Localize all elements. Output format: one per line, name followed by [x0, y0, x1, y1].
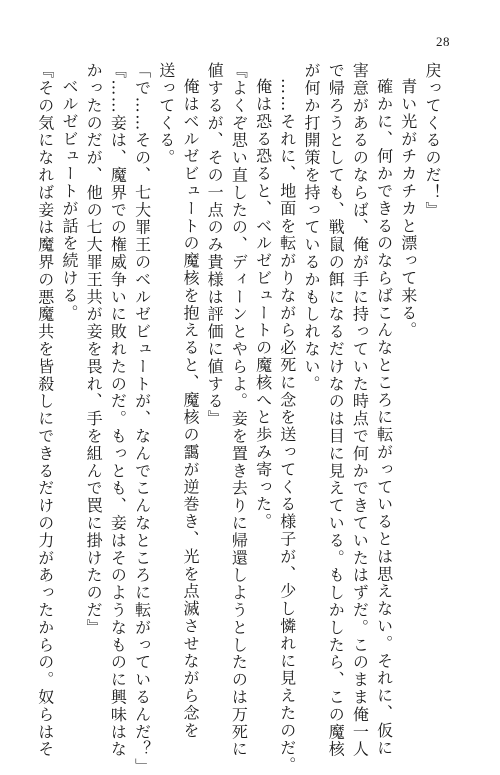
text-line: が何か打開策を持っているかもしれない。 [301, 62, 321, 393]
text-line: 送ってくる。 [156, 62, 176, 167]
text-line: 戻ってくるのだ！』 [423, 62, 442, 219]
text-line: 確かに、何かできるのならばこんなところに転がっているとは思えない。それに、仮に [374, 78, 394, 757]
text-line: ベルゼビュートが話を続ける。 [59, 78, 79, 322]
novel-text-body [35, 62, 444, 775]
text-line: 青い光がチカチカと漂って来る。 [398, 78, 418, 339]
text-line: 値するが、その一点のみ貴様は評価に値する』 [205, 62, 225, 428]
text-line: 害意があるのならば、俺が手に持っていた時点で何かできていたはずだ。このまま俺一人 [350, 62, 370, 758]
text-line: で帰ろうとしても、戦鼠の餌になるだけなのは目に見えている。もしかしたら、この魔核 [326, 62, 346, 758]
text-line: 『その気になれば妾は魔界の悪魔共を皆殺しにできるだけの力があったからの。奴らはそ [35, 62, 55, 758]
text-line: ……それに、地面を転がりながら必死に念を送ってくる様子が、少し憐れに見えたのだ。 [277, 78, 297, 774]
text-line: 「で……その、七大罪王のベルゼビュートが、なんでこんなところに転がっているんだ？」 [132, 62, 152, 775]
text-line: かったのだが、他の七大罪王共が妾を畏れ、手を組んで罠に掛けたのだ』 [84, 62, 104, 637]
text-line: 『よくぞ思い直したの、ディーンとやらよ。妾を置き去りに帰還しようとしたのは万死に [229, 62, 249, 758]
page-number: 28 [436, 34, 450, 49]
text-line: 俺はベルゼビュートの魔核を抱えると、魔核の靄が逆巻き、光を点滅させながら念を [180, 78, 200, 740]
text-line: 『……妾は、魔界での権威争いに敗れたのだ。もっとも、妾はそのようなものに興味はな [108, 62, 128, 758]
text-line: 俺は恐る恐ると、ベルゼビュートの魔核へと歩み寄った。 [253, 78, 273, 531]
